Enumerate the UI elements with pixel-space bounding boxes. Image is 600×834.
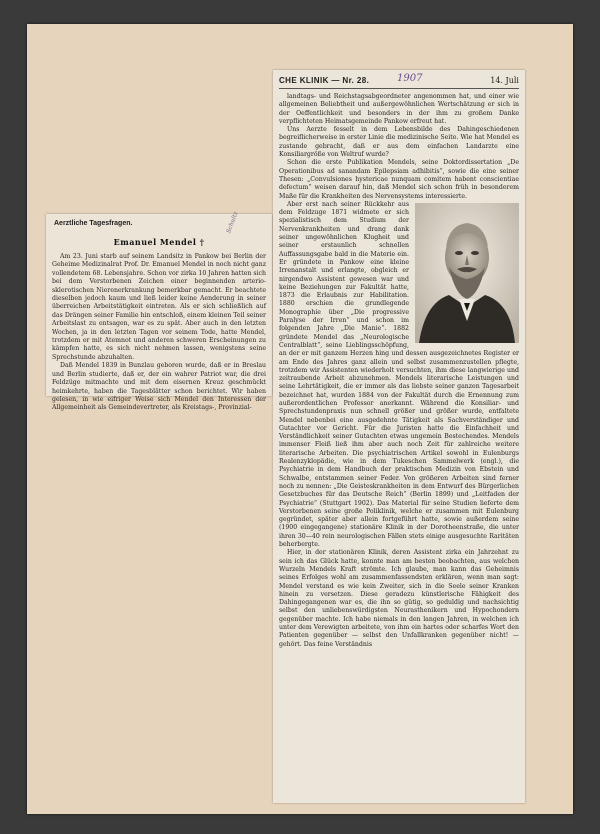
portrait-photo — [415, 203, 519, 343]
journal-name: CHE KLINIK — Nr. 28. — [279, 76, 370, 85]
journal-header — [279, 74, 519, 89]
article-body-left — [52, 253, 266, 413]
paragraph: Schon die erste Publikation Mendels, seine Doktordissertation „De Operationibus ad sanandam Epilepsiam adhibitis“, sowie die eine seiner Thesen: „Convulsiones hystericae nunquam comitem habent conscientiae defectum“ weisen darauf hin, daß Mendel sich schon früh in besonderem Maße für die Krankheiten des Nervensystems interessierte. — [279, 159, 519, 200]
section-rubric: Aerztliche Tagesfragen. — [54, 220, 133, 227]
clipping-left — [46, 210, 272, 412]
portrait-engraving — [415, 203, 519, 343]
paragraph: Hier, in der stationären Klinik, deren Assistent zirka ein Jahrzehnt zu sein ich das Glück hatte, konnte man am besten beobachten, aus welchen Wurzeln Mendels Kraft strömte. Ich glaube, man kann das Geheimnis seines Erfolges wohl am zusammenfassendsten erklären, wenn man sagt: Mendel verstand es wie kein Zweiter, sich in die Seele seiner Kranken hinein zu versetzen. Diese geradezu künstlerische Fähigkeit des Dahingegangenen war es, die ihn so gütig, so geduldig und nachsichtig selbst den unliebenswürdigsten Neurasthenikern und Hypochondern gegenüber machte. Ich habe niemals in den langen Jahren, in welchen ich unter dem Verewigten arbeitete, von ihm ein hartes oder scharfes Wort den Patienten gegenüber — selbst den Unfallkranken gegenüber nicht! — gehört. Das feine Verständnis — [279, 549, 519, 648]
paragraph: landtags- und Reichstagsabgeordneter angenommen hat, und einer wie allgemeinen Beliebtheit und außergewöhnlichen Wertschätzung er sich in der Oeffentlichkeit und besonders in der ihm zu großem Danke verpflichteten Heimatsgemeinde Pankow erfreut hat. — [279, 93, 519, 125]
paragraph: Daß Mendel 1839 in Bunzlau geboren wurde, daß er in Breslau und Berlin studierte, daß er, der ein wahrer Patriot war, die drei Feldzüge mitmachte und mit dem eisernen Kreuz geschmückt heimkehrte, haben die Tagesblätter schon berichtet. Wir haben gelesen, in wie eifriger Weise sich Mendel den Interessen der Allgemeinheit als Gemeindevertreter, als Kreistags-, Provinzial- — [52, 362, 266, 412]
handwritten-note: Schultz — [225, 210, 240, 235]
handwritten-year: 1907 — [397, 73, 423, 84]
paragraph: Am 23. Juni starb auf seinem Landsitz in Pankow bei Berlin der Geheime Medizinalrat Prof. Dr. Emanuel Mendel in noch nicht ganz vollendetem 68. Lebensjahre. Schon vor zirka 10 Jahren hatten sich bei dem Verstorbenen Zeichen einer beginnenden arterio-sklerotischen Nierenerkrankung bemerkbar gemacht. Er beachtete dieselben jedoch kaum und ließ leider keine Aenderung in seiner überreichen Arbeitstätigkeit eintreten. Als er sich schließlich auf das Drängen seiner Familie hin entschloß, einem kleinen Teil seiner Arbeitslast zu entsagen, war es zu spät. Aber auch in den letzten Wochen, ja in den letzten Tagen vor seinem Tode, hatte Mendel, trotzdem er mit Atemnot und anderen schweren Erscheinungen zu kämpfen hatte, es sich nicht nehmen lassen, wenigstens seine Sprechstunde abzuhalten. — [52, 253, 266, 361]
obituary-title: Emanuel Mendel † — [113, 237, 205, 247]
paragraph: Aber erst nach seiner Rückkehr aus dem Feldzuge 1871 widmete er sich spezialistisch dem Studium der Nervenkrankheiten und drang dank seiner ungewöhnlichen Klugheit und seiner erstaunlich schnellen Auffassungsgabe bald in die Materie ein. Er gründete in Pankow eine kleine Irrenanstalt und erlangte, obgleich er nirgendwo Assistent gewesen war und keine Beziehungen zur Fakultät hatte, 1873 die Erlaubnis zur Habilitation. 1880 erschien die grundlegende Monographie über „Die progressive Paralyse der Irren“ und schon im folgenden Jahre „Die Manie“. 1882 gründete Mendel das „Neurologische Centralblatt“, seine Lieblingsschöpfung, an der er mit ganzem Herzen hing und dessen ausgezeichnetes Register er am Ende des Jahres ganz allein und selbst zusammenzustellen pflegte, trotzdem wir Assistenten wiederholt versuchten, ihm diese langwierige und zeitraubende Arbeit abzunehmen. Mendels literarische Leistungen und seine Lehrtätigkeit, die er immer als das liebste seiner ganzen Tagesarbeit bezeichnet hat, wurden 1884 von der Fakultät durch die Ernennung zum außerordentlichen Professor anerkannt. Während die Konsiliar- und Sprechstundenpraxis nun schnell größer und größer wurde, entfaltete Mendel nebenbei eine ausgedehnte Tätigkeit als Sachverständiger und Gutachter vor Gericht. Für die Juristen hatte die Einfachheit und Verständlichkeit seiner Gutachten etwas ungemein Bestechendes. Mendels immenser Fleiß ließ ihm aber auch noch Zeit für zahlreiche weitere literarische Arbeiten. Die psychiatrischen Artikel sowohl in Eulenburgs Realenzyklopädie, wie in dem Tukeschen Sammelwerk (engl.), die Psychiatrie in dem Handbuch der praktischen Medizin von Ebstein und Schwalbe, entstammen seiner Feder. Von größeren Arbeiten sind ferner noch zu nennen: „Die Geisteskrankheiten in dem Entwurf des Bürgerlichen Gesetzbuches für das Deutsche Reich“ (Berlin 1899) und „Leitfaden der Psychiatrie“ (Stuttgart 1902). Das Material für seine Studien lieferte dem Verstorbenen seine große Poliklinik, welche er zusammen mit Eulenburg gegründet, später aber allein fortgeführt hatte, sowie außerdem seine (1900 eingegangene) stationäre Klinik in der Dorotheenstraße, die unter ihren 30—40 rein neurologischen Fällen stets einige ausgesuchte Raritäten beherbergte. — [279, 200, 519, 549]
article-body-right — [279, 93, 519, 649]
issue-date: 14. Juli — [490, 76, 519, 85]
paragraph: Uns Aerzte fesselt in dem Lebensbilde des Dahingeschiedenen begreiflicherweise in erster Linie die medizinische Seite. Wie hat Mendel es zustande gebracht, daß er aus dem einfachen Landarzte eine Konsiliargröße von Weltruf wurde? — [279, 126, 519, 159]
clipping-right — [273, 70, 525, 803]
